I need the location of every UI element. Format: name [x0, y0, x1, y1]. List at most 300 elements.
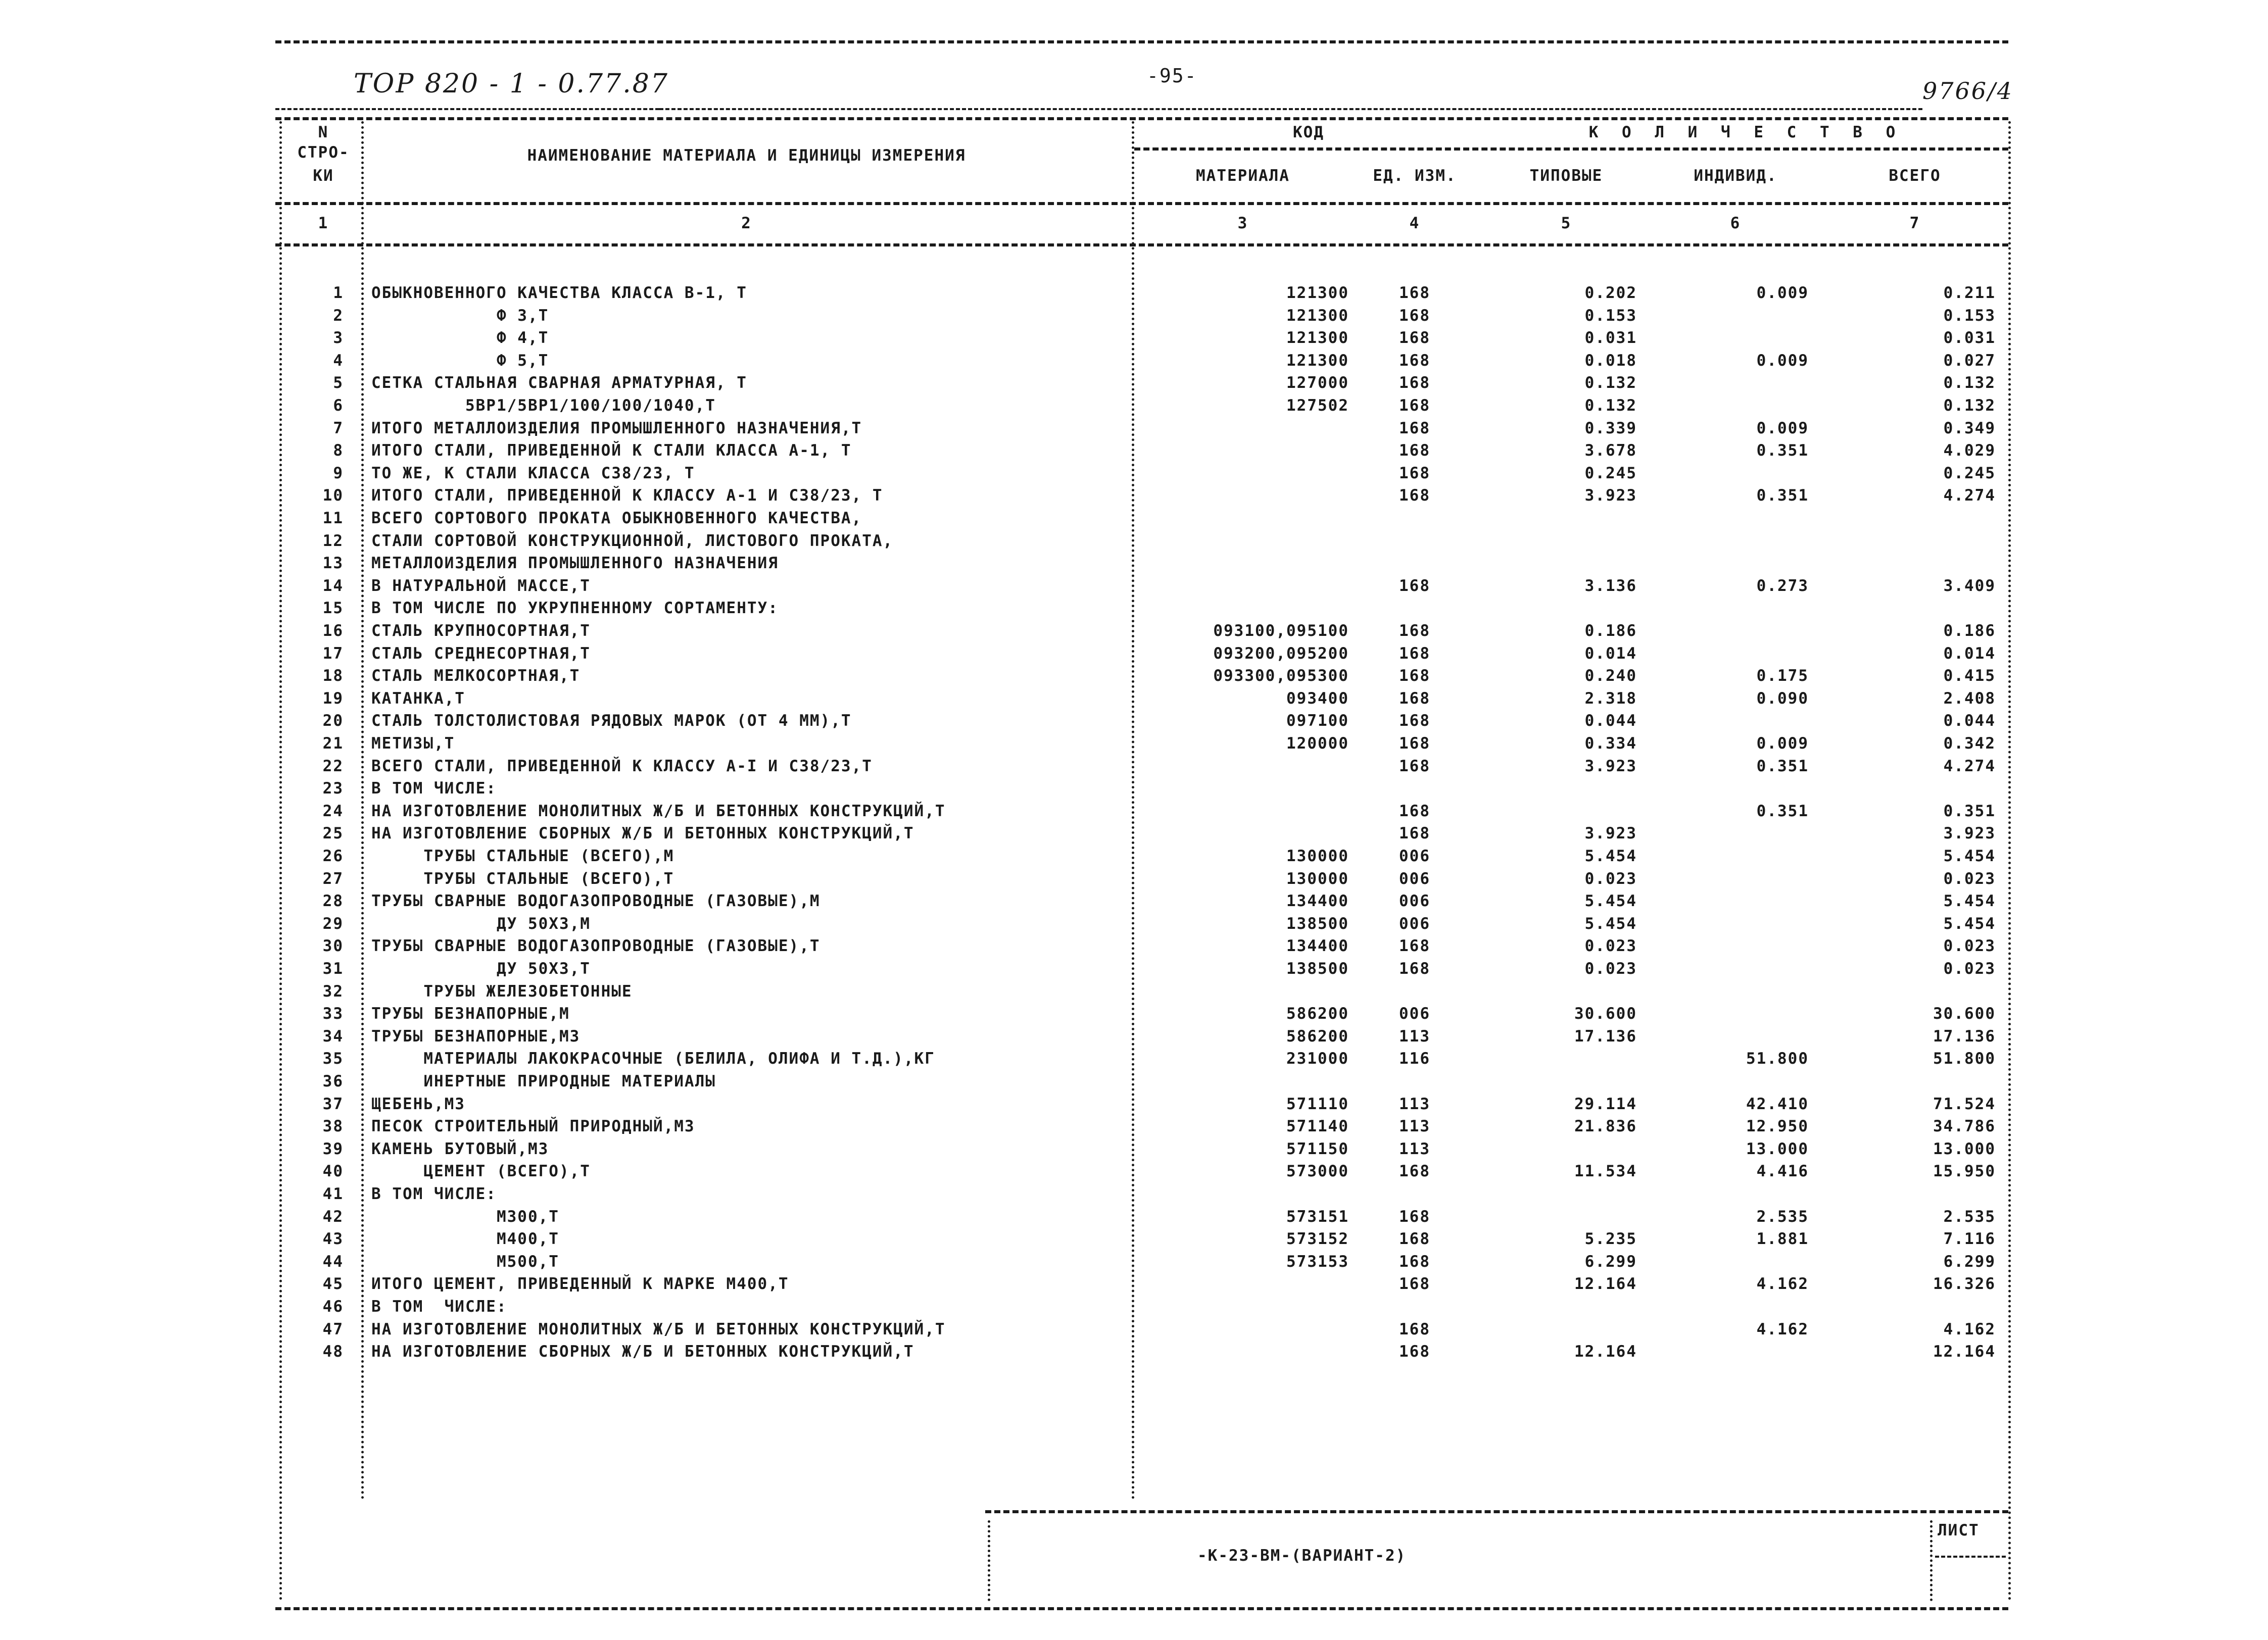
table-row: [0, 372, 2268, 394]
material-name: ИТОГО СТАЛИ, ПРИВЕДЕННОЙ К СТАЛИ КЛАССА А-1, Т: [371, 441, 852, 460]
colnum-bottom-rule: [275, 243, 2008, 246]
col-n-label-line3: КИ: [313, 167, 334, 185]
qty-individual: 13.000: [1746, 1140, 1809, 1158]
material-code: 120000: [1286, 734, 1349, 753]
material-code: 097100: [1286, 712, 1349, 730]
table-row: [0, 1003, 2268, 1025]
unit-code: 006: [1399, 870, 1430, 888]
table-row: [0, 1318, 2268, 1340]
table-row: [0, 1093, 2268, 1115]
qty-typical: 5.454: [1584, 915, 1637, 933]
qty-typical: 12.164: [1574, 1275, 1637, 1293]
unit-code: 168: [1399, 352, 1430, 370]
table-row: [0, 732, 2268, 755]
qty-typical-label: ТИПОВЫЕ: [1529, 167, 1603, 185]
qty-individual: 4.416: [1756, 1162, 1809, 1180]
qty-typical: 0.240: [1584, 667, 1637, 685]
qty-total: 0.153: [1943, 307, 1996, 325]
qty-total: 0.132: [1943, 374, 1996, 392]
material-code: 093400: [1286, 689, 1349, 708]
material-name: Ф 4,Т: [371, 329, 549, 347]
material-name: СТАЛЬ ТОЛСТОЛИСТОВАЯ РЯДОВЫХ МАРОК (ОТ 4 ММ),Т: [371, 712, 852, 730]
row-number: 8: [333, 441, 344, 460]
material-code: 586200: [1286, 1005, 1349, 1023]
material-name: М300,Т: [371, 1208, 559, 1226]
material-name: СЕТКА СТАЛЬНАЯ СВАРНАЯ АРМАТУРНАЯ, Т: [371, 374, 747, 392]
qty-individual: 12.950: [1746, 1117, 1809, 1135]
unit-code: 006: [1399, 847, 1430, 865]
material-name: ТО ЖЕ, К СТАЛИ КЛАССА С38/23, Т: [371, 464, 695, 482]
material-name: В ТОМ ЧИСЛЕ ПО УКРУПНЕННОМУ СОРТАМЕНТУ:: [371, 599, 779, 617]
table-row: [0, 1115, 2268, 1137]
row-number: 5: [333, 374, 344, 392]
material-name: НА ИЗГОТОВЛЕНИЕ СБОРНЫХ Ж/Б И БЕТОННЫХ КОНСТРУКЦИЙ,Т: [371, 1343, 914, 1361]
table-row: [0, 755, 2268, 777]
material-code: 121300: [1286, 307, 1349, 325]
table-row: [0, 1296, 2268, 1318]
table-row: [0, 552, 2268, 574]
qty-typical: 21.836: [1574, 1117, 1637, 1135]
table-row: [0, 845, 2268, 867]
material-name: ИТОГО ЦЕМЕНТ, ПРИВЕДЕННЫЙ К МАРКЕ М400,Т: [371, 1275, 789, 1293]
material-code: 138500: [1286, 960, 1349, 978]
qty-total: 51.800: [1933, 1050, 1996, 1068]
material-name: СТАЛИ СОРТОВОЙ КОНСТРУКЦИОННОЙ, ЛИСТОВОГО ПРОКАТА,: [371, 532, 894, 550]
row-number: 20: [322, 712, 344, 730]
unit-code: 116: [1399, 1050, 1430, 1068]
material-name: КАТАНКА,Т: [371, 689, 465, 708]
unit-code: 168: [1399, 824, 1430, 842]
table-row: [0, 1340, 2268, 1363]
row-number: 44: [322, 1253, 344, 1271]
table-row: [0, 980, 2268, 1003]
unit-code: 006: [1399, 1005, 1430, 1023]
material-name: НА ИЗГОТОВЛЕНИЕ МОНОЛИТНЫХ Ж/Б И БЕТОННЫХ КОНСТРУКЦИЙ,Т: [371, 1320, 946, 1338]
qty-total: 0.132: [1943, 396, 1996, 415]
qty-typical: 29.114: [1574, 1095, 1637, 1113]
row-number: 32: [322, 982, 344, 1001]
unit-code: 168: [1399, 1320, 1430, 1338]
qty-typical: 5.454: [1584, 847, 1637, 865]
row-number: 11: [322, 509, 344, 527]
table-row: [0, 1160, 2268, 1182]
qty-typical: 0.023: [1584, 960, 1637, 978]
table-row: [0, 597, 2268, 619]
qty-typical: 0.339: [1584, 419, 1637, 437]
material-code: 134400: [1286, 937, 1349, 955]
qty-total: 17.136: [1933, 1027, 1996, 1046]
qty-individual: 0.175: [1756, 667, 1809, 685]
qty-total: 0.342: [1943, 734, 1996, 753]
table-row: [0, 1048, 2268, 1070]
qty-typical: 3.923: [1584, 824, 1637, 842]
qty-individual: 0.009: [1756, 419, 1809, 437]
row-number: 29: [322, 915, 344, 933]
qty-total: 0.351: [1943, 802, 1996, 820]
qty-total: 2.408: [1943, 689, 1996, 708]
row-number: 46: [322, 1298, 344, 1316]
qty-individual: 42.410: [1746, 1095, 1809, 1113]
footer-left-divider: [988, 1520, 990, 1601]
col-num-5: 5: [1561, 214, 1572, 232]
material-code: 571110: [1286, 1095, 1349, 1113]
material-name: В ТОМ ЧИСЛЕ:: [371, 779, 497, 798]
unit-code: 168: [1399, 689, 1430, 708]
row-number: 33: [322, 1005, 344, 1023]
qty-individual: 0.009: [1756, 284, 1809, 302]
qty-typical: 3.923: [1584, 486, 1637, 505]
table-row: [0, 777, 2268, 800]
row-number: 17: [322, 644, 344, 663]
unit-code: 168: [1399, 1253, 1430, 1271]
qty-total: 0.031: [1943, 329, 1996, 347]
row-number: 21: [322, 734, 344, 753]
row-number: 31: [322, 960, 344, 978]
qty-total: 6.299: [1943, 1253, 1996, 1271]
material-code: 093300,095300: [1213, 667, 1349, 685]
material-name: ИНЕРТНЫЕ ПРИРОДНЫЕ МАТЕРИАЛЫ: [371, 1072, 716, 1090]
row-number: 23: [322, 779, 344, 798]
row-number: 27: [322, 870, 344, 888]
material-code: 573000: [1286, 1162, 1349, 1180]
unit-code: 113: [1399, 1027, 1430, 1046]
qty-typical: 12.164: [1574, 1343, 1637, 1361]
material-name: ЦЕМЕНТ (ВСЕГО),Т: [371, 1162, 591, 1180]
col-num-7: 7: [1909, 214, 1920, 232]
row-number: 7: [333, 419, 344, 437]
qty-total: 4.162: [1943, 1320, 1996, 1338]
qty-individual: 0.351: [1756, 757, 1809, 775]
unit-code: 168: [1399, 329, 1430, 347]
material-code: 586200: [1286, 1027, 1349, 1046]
unit-code: 006: [1399, 892, 1430, 910]
qty-total: 4.274: [1943, 757, 1996, 775]
row-number: 45: [322, 1275, 344, 1293]
material-code: 573152: [1286, 1230, 1349, 1248]
table-row: [0, 305, 2268, 327]
material-code: 571150: [1286, 1140, 1349, 1158]
doc-code-underline: [275, 108, 659, 110]
qty-total: 0.245: [1943, 464, 1996, 482]
qty-typical: 0.044: [1584, 712, 1637, 730]
material-name: СТАЛЬ СРЕДНЕСОРТНАЯ,Т: [371, 644, 591, 663]
qty-total: 13.000: [1933, 1140, 1996, 1158]
material-name: ВСЕГО СОРТОВОГО ПРОКАТА ОБЫКНОВЕННОГО КАЧЕСТВА,: [371, 509, 862, 527]
qty-total: 0.415: [1943, 667, 1996, 685]
qty-typical: 3.136: [1584, 577, 1637, 595]
qty-typical: 0.018: [1584, 352, 1637, 370]
unit-code: 168: [1399, 734, 1430, 753]
qty-group-label: К О Л И Ч Е С Т В О: [1588, 123, 1903, 141]
qty-individual: 4.162: [1756, 1320, 1809, 1338]
table-row: [0, 1183, 2268, 1205]
row-number: 9: [333, 464, 344, 482]
qty-individual: 0.009: [1756, 352, 1809, 370]
material-code: 130000: [1286, 847, 1349, 865]
qty-typical: 17.136: [1574, 1027, 1637, 1046]
qty-individual: 2.535: [1756, 1208, 1809, 1226]
qty-typical: 0.132: [1584, 374, 1637, 392]
row-number: 10: [322, 486, 344, 505]
qty-total: 3.923: [1943, 824, 1996, 842]
qty-typical: 11.534: [1574, 1162, 1637, 1180]
material-name: СТАЛЬ КРУПНОСОРТНАЯ,Т: [371, 622, 591, 640]
qty-total: 15.950: [1933, 1162, 1996, 1180]
qty-typical: 6.299: [1584, 1253, 1637, 1271]
qty-typical: 0.132: [1584, 396, 1637, 415]
qty-typical: 0.334: [1584, 734, 1637, 753]
table-row: [0, 1273, 2268, 1295]
col-num-4: 4: [1409, 214, 1420, 232]
qty-individual: 0.351: [1756, 486, 1809, 505]
qty-total: 5.454: [1943, 915, 1996, 933]
material-code: 138500: [1286, 915, 1349, 933]
table-row: [0, 417, 2268, 439]
table-row: [0, 394, 2268, 417]
qty-total: 0.023: [1943, 870, 1996, 888]
table-row: [0, 1228, 2268, 1250]
row-number: 12: [322, 532, 344, 550]
col-n-label-line2: СТРО-: [297, 143, 350, 162]
qty-typical: 3.678: [1584, 441, 1637, 460]
qty-typical: 0.023: [1584, 937, 1637, 955]
table-row: [0, 665, 2268, 687]
unit-code: 168: [1399, 667, 1430, 685]
qty-individual: 51.800: [1746, 1050, 1809, 1068]
row-number: 6: [333, 396, 344, 415]
qty-typical: 2.318: [1584, 689, 1637, 708]
table-row: [0, 687, 2268, 710]
sheet-label: ЛИСТ: [1938, 1521, 1980, 1539]
qty-total: 0.023: [1943, 937, 1996, 955]
qty-individual: 0.351: [1756, 802, 1809, 820]
qty-typical: 0.202: [1584, 284, 1637, 302]
page-number: -95-: [1147, 65, 1197, 87]
qty-total: 0.027: [1943, 352, 1996, 370]
table-row: [0, 620, 2268, 642]
row-number: 2: [333, 307, 344, 325]
table-row: [0, 462, 2268, 484]
row-number: 16: [322, 622, 344, 640]
unit-code: 168: [1399, 622, 1430, 640]
material-name: ЩЕБЕНЬ,М3: [371, 1095, 465, 1113]
table-row: [0, 1025, 2268, 1048]
col-n-label: N: [318, 123, 329, 141]
unit-code: 168: [1399, 374, 1430, 392]
qty-total: 71.524: [1933, 1095, 1996, 1113]
sheet-reference: 9766/4: [1922, 77, 2013, 105]
row-number: 48: [322, 1343, 344, 1361]
row-number: 18: [322, 667, 344, 685]
qty-individual: 0.009: [1756, 734, 1809, 753]
qty-total: 0.014: [1943, 644, 1996, 663]
unit-code: 168: [1399, 307, 1430, 325]
qty-total: 0.023: [1943, 960, 1996, 978]
qty-typical: 5.454: [1584, 892, 1637, 910]
row-number: 42: [322, 1208, 344, 1226]
row-number: 3: [333, 329, 344, 347]
row-number: 14: [322, 577, 344, 595]
qty-typical: 30.600: [1574, 1005, 1637, 1023]
material-name: ДУ 50Х3,Т: [371, 960, 591, 978]
row-number: 1: [333, 284, 344, 302]
qty-total: 34.786: [1933, 1117, 1996, 1135]
footer-stamp: -К-23-ВМ-(ВАРИАНТ-2): [1197, 1547, 1407, 1565]
material-code: 571140: [1286, 1117, 1349, 1135]
row-number: 15: [322, 599, 344, 617]
row-number: 25: [322, 824, 344, 842]
unit-code: 168: [1399, 802, 1430, 820]
unit-code: 168: [1399, 441, 1430, 460]
code-group-label: КОД: [1293, 123, 1324, 141]
code-material-label: МАТЕРИАЛА: [1196, 167, 1290, 185]
material-code: 573153: [1286, 1253, 1349, 1271]
unit-code: 168: [1399, 960, 1430, 978]
material-name: НА ИЗГОТОВЛЕНИЕ МОНОЛИТНЫХ Ж/Б И БЕТОННЫХ КОНСТРУКЦИЙ,Т: [371, 802, 946, 820]
qty-typical: 0.023: [1584, 870, 1637, 888]
material-name: ТРУБЫ БЕЗНАПОРНЫЕ,М3: [371, 1027, 581, 1046]
qty-total: 12.164: [1933, 1343, 1996, 1361]
table-row: [0, 1138, 2268, 1160]
sheet-label-rule: [1935, 1556, 2006, 1558]
row-number: 34: [322, 1027, 344, 1046]
footer-top-rule: [985, 1510, 2008, 1513]
qty-typical: 0.031: [1584, 329, 1637, 347]
row-number: 19: [322, 689, 344, 708]
table-row: [0, 327, 2268, 349]
material-name: Ф 3,Т: [371, 307, 549, 325]
material-name: ТРУБЫ СТАЛЬНЫЕ (ВСЕГО),Т: [371, 870, 674, 888]
footer-right-divider: [1930, 1520, 1933, 1601]
qty-total: 30.600: [1933, 1005, 1996, 1023]
material-code: 134400: [1286, 892, 1349, 910]
unit-code: 168: [1399, 419, 1430, 437]
material-name: В НАТУРАЛЬНОЙ МАССЕ,Т: [371, 577, 591, 595]
qty-total: 3.409: [1943, 577, 1996, 595]
table-row: [0, 530, 2268, 552]
qty-total: 5.454: [1943, 892, 1996, 910]
qty-typical: 0.153: [1584, 307, 1637, 325]
material-name: ТРУБЫ ЖЕЛЕЗОБЕТОННЫЕ: [371, 982, 633, 1001]
table-row: [0, 1070, 2268, 1092]
header-bottom-rule: [275, 202, 2008, 205]
material-code: 093100,095100: [1213, 622, 1349, 640]
col-num-1: 1: [318, 214, 329, 232]
qty-typical: 5.235: [1584, 1230, 1637, 1248]
row-number: 4: [333, 352, 344, 370]
material-name: ТРУБЫ БЕЗНАПОРНЫЕ,М: [371, 1005, 570, 1023]
table-row: [0, 913, 2268, 935]
table-row: [0, 890, 2268, 912]
qty-total: 0.349: [1943, 419, 1996, 437]
table-row: [0, 935, 2268, 957]
qty-individual: 4.162: [1756, 1275, 1809, 1293]
material-name: В ТОМ ЧИСЛЕ:: [371, 1185, 497, 1203]
col-num-3: 3: [1237, 214, 1248, 232]
row-number: 47: [322, 1320, 344, 1338]
header-top-rule: [275, 117, 2008, 120]
table-row: [0, 868, 2268, 890]
row-number: 36: [322, 1072, 344, 1090]
material-name: ОБЫКНОВЕННОГО КАЧЕСТВА КЛАССА В-1, Т: [371, 284, 747, 302]
qty-individual: 0.273: [1756, 577, 1809, 595]
table-row: [0, 350, 2268, 372]
row-number: 40: [322, 1162, 344, 1180]
qty-total: 2.535: [1943, 1208, 1996, 1226]
row-number: 38: [322, 1117, 344, 1135]
table-row: [0, 1206, 2268, 1228]
unit-code: 006: [1399, 915, 1430, 933]
table-row: [0, 642, 2268, 665]
row-number: 41: [322, 1185, 344, 1203]
bottom-rule: [275, 1607, 2008, 1610]
qty-individual: 1.881: [1756, 1230, 1809, 1248]
table-row: [0, 958, 2268, 980]
material-name: ИТОГО МЕТАЛЛОИЗДЕЛИЯ ПРОМЫШЛЕННОГО НАЗНАЧЕНИЯ,Т: [371, 419, 862, 437]
qty-total-label: ВСЕГО: [1889, 167, 1941, 185]
material-name: ИТОГО СТАЛИ, ПРИВЕДЕННОЙ К КЛАССУ А-1 И С38/23, Т: [371, 486, 883, 505]
material-name: МАТЕРИАЛЫ ЛАКОКРАСОЧНЫЕ (БЕЛИЛА, ОЛИФА И Т.Д.),КГ: [371, 1050, 935, 1068]
qty-individual: 0.090: [1756, 689, 1809, 708]
unit-code: 168: [1399, 937, 1430, 955]
row-number: 22: [322, 757, 344, 775]
material-name: МЕТАЛЛОИЗДЕЛИЯ ПРОМЫШЛЕННОГО НАЗНАЧЕНИЯ: [371, 554, 779, 572]
col-num-2: 2: [741, 214, 752, 232]
table-row: [0, 800, 2268, 822]
material-name: ДУ 50Х3,М: [371, 915, 591, 933]
col-num-6: 6: [1730, 214, 1741, 232]
row-number: 26: [322, 847, 344, 865]
qty-individual-label: ИНДИВИД.: [1694, 167, 1777, 185]
header-mid-rule: [1134, 147, 2008, 151]
material-name: 5ВР1/5ВР1/100/100/1040,Т: [371, 396, 716, 415]
material-name: КАМЕНЬ БУТОВЫЙ,М3: [371, 1140, 549, 1158]
qty-individual: 0.351: [1756, 441, 1809, 460]
table-row: [0, 439, 2268, 462]
qty-total: 16.326: [1933, 1275, 1996, 1293]
row-number: 39: [322, 1140, 344, 1158]
qty-total: 4.274: [1943, 486, 1996, 505]
table-row: [0, 282, 2268, 304]
unit-code: 113: [1399, 1140, 1430, 1158]
qty-total: 0.186: [1943, 622, 1996, 640]
material-name: ТРУБЫ СВАРНЫЕ ВОДОГАЗОПРОВОДНЫЕ (ГАЗОВЫЕ),Т: [371, 937, 821, 955]
material-code: 121300: [1286, 329, 1349, 347]
unit-code: 168: [1399, 577, 1430, 595]
material-code: 121300: [1286, 284, 1349, 302]
material-code: 573151: [1286, 1208, 1349, 1226]
unit-code: 168: [1399, 486, 1430, 505]
row-number: 37: [322, 1095, 344, 1113]
material-name: М500,Т: [371, 1253, 559, 1271]
table-row: [0, 484, 2268, 507]
material-name: В ТОМ ЧИСЛЕ:: [371, 1298, 507, 1316]
material-name: МЕТИЗЫ,Т: [371, 734, 455, 753]
material-name: ТРУБЫ СВАРНЫЕ ВОДОГАЗОПРОВОДНЫЕ (ГАЗОВЫЕ),М: [371, 892, 821, 910]
unit-code: 168: [1399, 1208, 1430, 1226]
table-row: [0, 507, 2268, 529]
unit-code: 113: [1399, 1117, 1430, 1135]
qty-total: 4.029: [1943, 441, 1996, 460]
material-code: 093200,095200: [1213, 644, 1349, 663]
qty-typical: 0.014: [1584, 644, 1637, 663]
material-name: ПЕСОК СТРОИТЕЛЬНЫЙ ПРИРОДНЫЙ,М3: [371, 1117, 695, 1135]
qty-total: 7.116: [1943, 1230, 1996, 1248]
qty-typical: 0.245: [1584, 464, 1637, 482]
material-code: 121300: [1286, 352, 1349, 370]
row-number: 30: [322, 937, 344, 955]
col-name-label: НАИМЕНОВАНИЕ МАТЕРИАЛА И ЕДИНИЦЫ ИЗМЕРЕНИЯ: [527, 146, 966, 165]
